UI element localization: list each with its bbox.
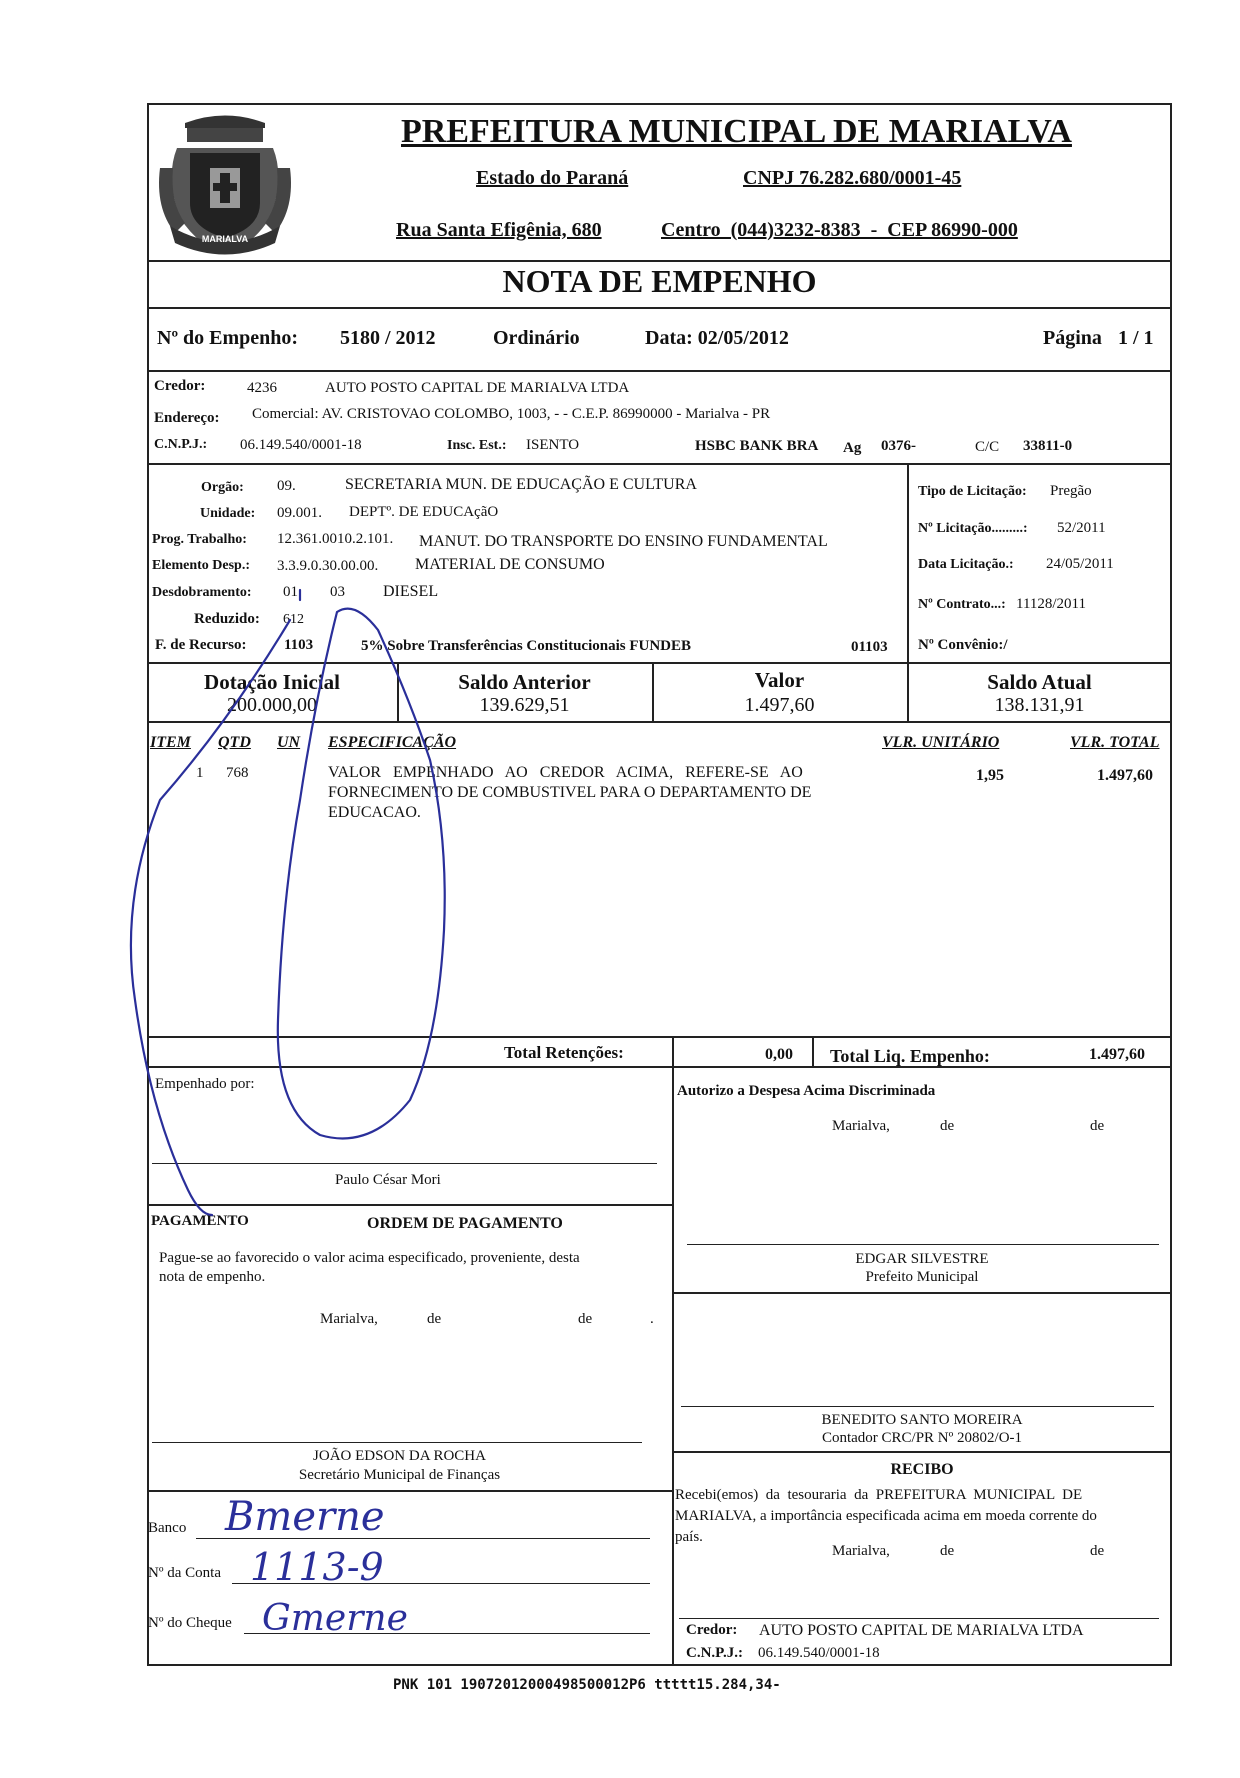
contrato-label: Nº Contrato...: (918, 597, 1006, 612)
prog-label: Prog. Trabalho: (152, 532, 247, 547)
contrato-number: 11128/2011 (1016, 596, 1086, 612)
pagamento-text1: Pague-se ao favorecido o valor acima especificado, proveniente, desta (159, 1250, 580, 1266)
bank-name: HSBC BANK BRA (695, 438, 819, 454)
banco-label: Banco (148, 1520, 187, 1536)
unidade-label: Unidade: (200, 506, 256, 521)
cheque-label: Nº do Cheque (148, 1615, 232, 1631)
street-address: Rua Santa Efigênia, 680 (396, 219, 602, 241)
col-especificacao: ESPECIFICAÇÃO (328, 734, 457, 751)
recibo-credor-label: Credor: (686, 1622, 738, 1638)
elemento-code: 3.3.9.0.30.00.00. (277, 558, 379, 574)
col-un: UN (277, 734, 301, 751)
document-title: NOTA DE EMPENHO (502, 263, 817, 299)
insc-value: ISENTO (526, 437, 580, 453)
unidade-code: 09.001. (277, 505, 322, 521)
autorizo-label: Autorizo a Despesa Acima Discriminada (677, 1083, 936, 1099)
account-number: 33811-0 (1023, 438, 1073, 454)
state-name: Estado do Paraná (476, 167, 629, 189)
saldo-atual-label: Saldo Atual (987, 670, 1092, 694)
address-label: Endereço: (154, 410, 220, 426)
saldo-atual: 138.131,91 (994, 694, 1085, 716)
orgao-code: 09. (277, 478, 296, 494)
item-total: 1.497,60 (1097, 767, 1153, 784)
page-number: 1 / 1 (1118, 327, 1154, 349)
convenio-label: Nº Convênio:/ (918, 637, 1008, 653)
empenhado-nome: Paulo César Mori (335, 1172, 441, 1188)
empenhado-label: Empenhado por: (155, 1076, 255, 1092)
municipality-title: PREFEITURA MUNICIPAL DE MARIALVA (401, 113, 1072, 150)
retencoes-label: Total Retenções: (504, 1043, 624, 1062)
col-total: VLR. TOTAL (1070, 734, 1160, 751)
recibo-de2: de (1090, 1543, 1105, 1559)
cnpj-label: C.N.P.J.: (154, 437, 208, 452)
conta-label: Nº da Conta (148, 1565, 221, 1581)
saldo-anterior-label: Saldo Anterior (458, 670, 591, 694)
pagamento-text2: nota de empenho. (159, 1269, 266, 1285)
recurso-label: F. de Recurso: (155, 637, 247, 653)
footer-code: PNK 101 19072012000498500012P6 ttttt15.284,34- (393, 1677, 781, 1693)
recibo-line3: país. (675, 1529, 703, 1545)
saldo-anterior: 139.629,51 (479, 694, 570, 716)
autorizo-de2: de (1090, 1118, 1105, 1134)
item-number: 1 (196, 765, 204, 781)
creditor-label: Credor: (154, 378, 206, 394)
empenho-type: Ordinário (493, 327, 580, 349)
col-item: ITEM (150, 734, 191, 751)
pagamento-de2: de (578, 1311, 593, 1327)
orgao-name: SECRETARIA MUN. DE EDUCAÇÃO E CULTURA (345, 476, 697, 493)
secretario-nome: JOÃO EDSON DA ROCHA (313, 1448, 486, 1464)
valor: 1.497,60 (744, 694, 815, 716)
valor-label: Valor (754, 668, 805, 692)
insc-label: Insc. Est.: (447, 438, 507, 453)
conta-handwriting: 1113-9 (250, 1545, 384, 1589)
empenho-date: Data: 02/05/2012 (645, 327, 789, 349)
prefeito-cargo: Prefeito Municipal (865, 1269, 979, 1285)
recibo-line2: MARIALVA, a importância especificada acima em moeda corrente do (675, 1508, 1097, 1524)
licitacao-number-label: Nº Licitação.........: (918, 521, 1028, 536)
elemento-name: MATERIAL DE CONSUMO (415, 556, 605, 573)
prog-name: MANUT. DO TRANSPORTE DO ENSINO FUNDAMENTAL (419, 533, 828, 550)
item-desc-line3: EDUCACAO. (328, 804, 421, 821)
autorizo-de1: de (940, 1118, 955, 1134)
page-label: Página (1043, 327, 1102, 349)
dotacao-inicial: 200.000,00 (227, 694, 317, 716)
agency-label: Ag (843, 440, 862, 456)
account-label: C/C (975, 439, 1000, 455)
desdobramento-name: DIESEL (383, 583, 439, 600)
municipal-crest-icon (155, 108, 295, 258)
agency-number: 0376- (881, 438, 916, 454)
autorizo-local: Marialva, (832, 1118, 890, 1134)
pagamento-label: PAGAMENTO (151, 1213, 249, 1229)
recibo-cnpj-label: C.N.P.J.: (686, 1645, 743, 1661)
recurso-number: 01103 (851, 639, 888, 655)
licitacao-date-label: Data Licitação.: (918, 557, 1014, 572)
desdobramento-b: 03 (330, 584, 345, 600)
unidade-name: DEPTº. DE EDUCAçãO (349, 504, 499, 520)
dotacao-inicial-label: Dotação Inicial (204, 670, 340, 694)
empenho-number: 5180 / 2012 (340, 327, 436, 349)
item-desc-line1: VALOR EMPENHADO AO CREDOR ACIMA, REFERE-SE AO (328, 764, 803, 781)
recurso-code: 1103 (284, 637, 314, 653)
banco-handwriting: Bmerne (225, 1494, 385, 1540)
municipality-cnpj: CNPJ 76.282.680/0001-45 (743, 167, 962, 189)
recibo-local: Marialva, (832, 1543, 890, 1559)
creditor-name: AUTO POSTO CAPITAL DE MARIALVA LTDA (325, 380, 630, 396)
contador-cargo: Contador CRC/PR Nº 20802/O-1 (821, 1430, 1023, 1446)
licitacao-type-label: Tipo de Licitação: (918, 484, 1027, 499)
secretario-cargo: Secretário Municipal de Finanças (298, 1467, 501, 1483)
total-liq-value: 1.497,60 (1089, 1046, 1145, 1063)
total-liq-label: Total Liq. Empenho: (830, 1046, 990, 1066)
creditor-code: 4236 (247, 380, 277, 396)
pagamento-de1: de (427, 1311, 442, 1327)
col-unit-price: VLR. UNITÁRIO (882, 734, 1000, 751)
creditor-cnpj: 06.149.540/0001-18 (240, 437, 362, 453)
licitacao-number: 52/2011 (1057, 520, 1106, 536)
elemento-label: Elemento Desp.: (152, 558, 250, 573)
orgao-label: Orgão: (201, 480, 244, 495)
retencoes-value: 0,00 (765, 1046, 793, 1063)
contador-nome: BENEDITO SANTO MOREIRA (821, 1412, 1023, 1428)
item-unit-price: 1,95 (976, 767, 1004, 784)
reduzido-label: Reduzido: (194, 611, 260, 627)
recibo-title: RECIBO (890, 1461, 954, 1478)
creditor-address: Comercial: AV. CRISTOVAO COLOMBO, 1003, - - C.E.P. 86990000 - Marialva - PR (252, 406, 771, 422)
prefeito-nome: EDGAR SILVESTRE (855, 1251, 989, 1267)
crest-text: MARIALVA (201, 234, 249, 244)
licitacao-type: Pregão (1050, 483, 1092, 499)
licitacao-date: 24/05/2011 (1046, 556, 1114, 572)
item-desc-line2: FORNECIMENTO DE COMBUSTIVEL PARA O DEPARTAMENTO DE (328, 784, 812, 801)
pagamento-ponto: . (650, 1311, 654, 1327)
desdobramento-a: 01 (283, 584, 298, 600)
recibo-line1: Recebi(emos) da tesouraria da PREFEITURA MUNICIPAL DE (675, 1487, 1083, 1503)
recurso-name: 5% Sobre Transferências Constitucionais FUNDEB (361, 638, 692, 654)
cheque-handwriting: Gmerne (262, 1598, 408, 1639)
prog-code: 12.361.0010.2.101. (277, 531, 394, 547)
address-rest: Centro (044)3232-8383 - CEP 86990-000 (661, 219, 1018, 241)
col-qtd: QTD (218, 734, 251, 751)
desdobramento-label: Desdobramento: (152, 585, 252, 600)
recibo-credor: AUTO POSTO CAPITAL DE MARIALVA LTDA (759, 1622, 1084, 1639)
reduzido-value: 612 (283, 612, 304, 627)
recibo-de1: de (940, 1543, 955, 1559)
recibo-cnpj: 06.149.540/0001-18 (758, 1645, 880, 1661)
pagamento-local: Marialva, (320, 1311, 378, 1327)
item-qty: 768 (226, 765, 249, 781)
empenho-number-label: Nº do Empenho: (157, 327, 299, 349)
ordem-pagamento-title: ORDEM DE PAGAMENTO (367, 1215, 563, 1232)
